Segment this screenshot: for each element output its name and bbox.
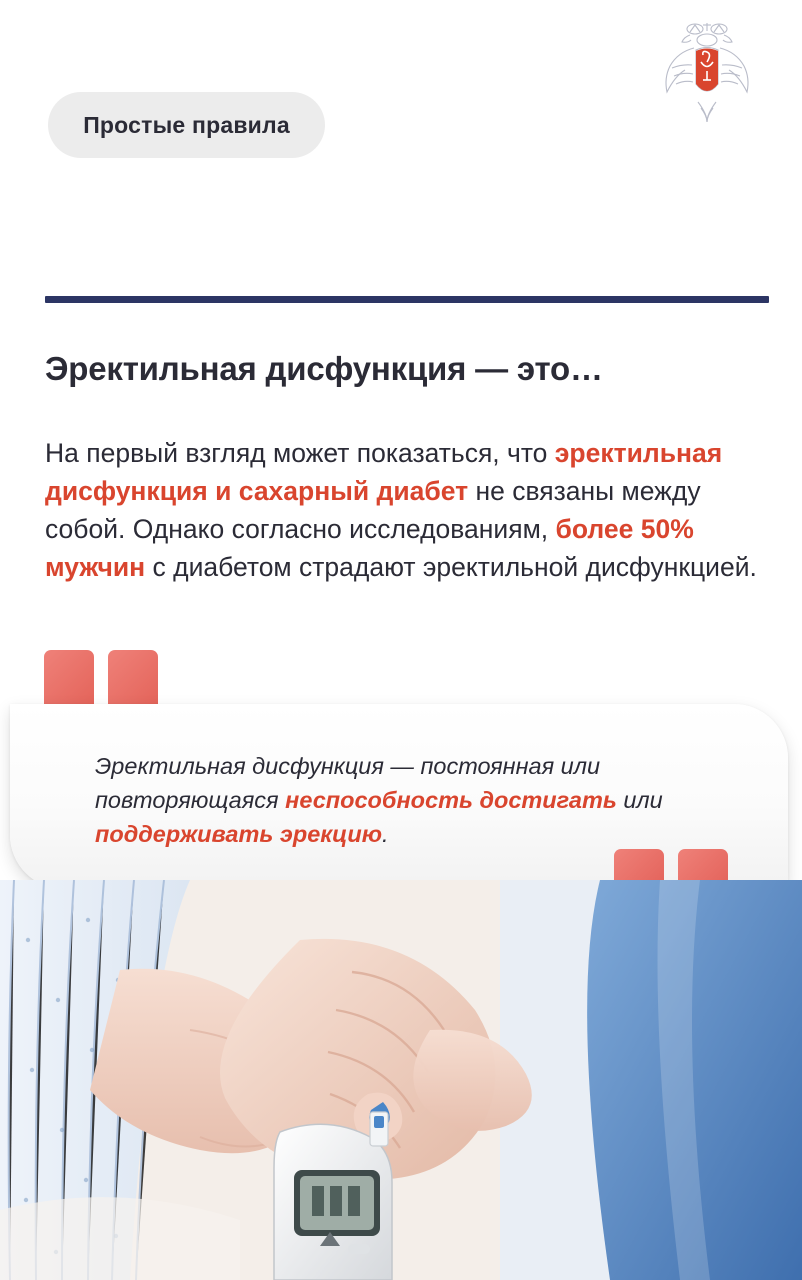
plain-text: не связаны между собой. Однако согласно исследованиям,	[45, 476, 701, 544]
health-service-emblem-icon	[660, 18, 754, 126]
body-paragraph	[45, 434, 767, 586]
plain-text: Эректильная дисфункция — постоянная или повторяющаяся	[95, 753, 601, 813]
emphasized-text: неспособность достигать	[285, 787, 617, 813]
category-pill	[48, 92, 325, 158]
emphasized-text: более 50% мужчин	[45, 514, 694, 582]
quote-open-icon	[44, 650, 158, 712]
photo-glucose-measurement	[0, 880, 802, 1280]
plain-text: .	[382, 821, 389, 847]
plain-text: На первый взгляд может показаться, что	[45, 438, 555, 468]
section-divider	[45, 296, 769, 303]
plain-text: с диабетом страдают эректильной дисфункцией.	[145, 552, 757, 582]
plain-text: или	[616, 787, 663, 813]
page-title: Эректильная дисфункция — это…	[45, 350, 603, 387]
quote-text	[95, 749, 755, 851]
category-pill-label: Простые правила	[83, 111, 290, 138]
emphasized-text: эректильная дисфункция и сахарный диабет	[45, 438, 723, 506]
emphasized-text: поддерживать эрекцию	[95, 821, 383, 847]
